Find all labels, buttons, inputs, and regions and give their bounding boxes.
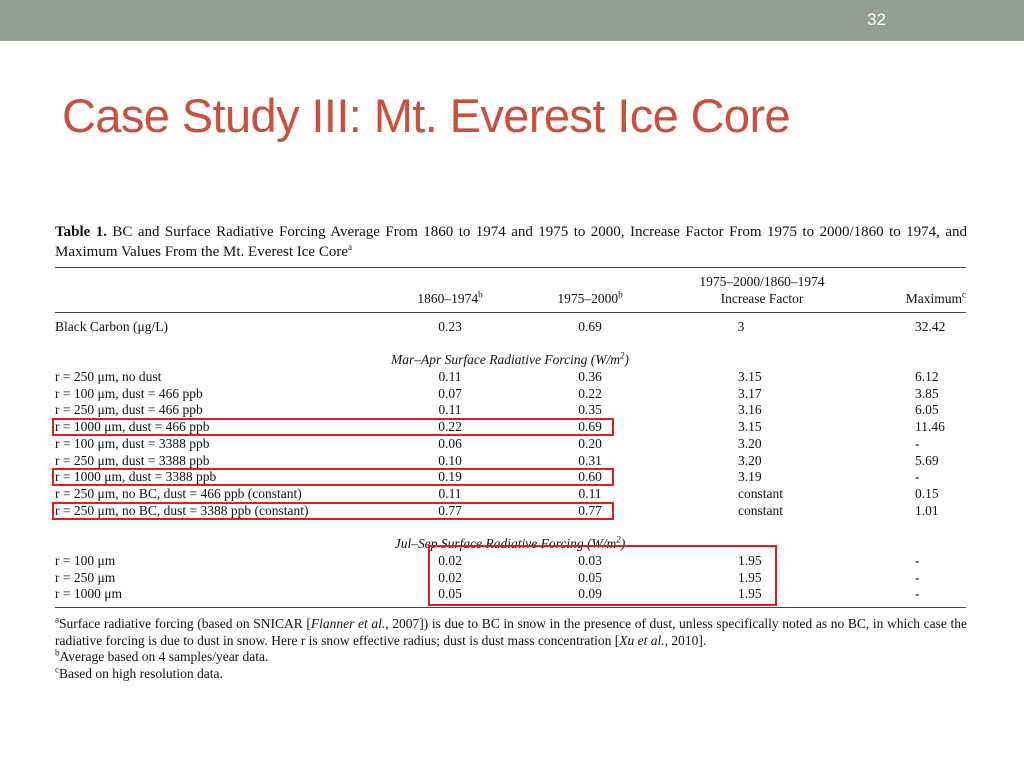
- value-1860-1974: 0.10: [438, 452, 462, 468]
- value-1975-2000: 0.36: [578, 369, 602, 384]
- value-increase-factor: 3.15: [738, 419, 762, 435]
- row-label: r = 250 μm, no dust: [55, 369, 162, 384]
- value-maximum: 32.42: [915, 319, 946, 334]
- value-1975-2000: 0.05: [578, 569, 602, 585]
- header-ratio-line1: 1975–2000/1860–1974: [699, 274, 825, 289]
- value-maximum: 3.85: [915, 385, 939, 401]
- value-1860-1974: 0.02: [438, 553, 462, 568]
- row-label: r = 250 μm, dust = 3388 ppb: [55, 452, 210, 468]
- value-1975-2000: 0.60: [578, 469, 602, 485]
- header-1860-1974: 1860–1974$^b$: [417, 289, 483, 306]
- header-maximum: Maximum$^c$: [905, 289, 966, 306]
- value-maximum: 0.15: [915, 485, 939, 501]
- value-1860-1974: 0.77: [438, 502, 462, 518]
- value-1975-2000: 0.31: [578, 452, 602, 468]
- value-1860-1974: 0.23: [438, 319, 462, 334]
- section-heading-mar-apr: Mar–Apr Surface Radiative Forcing $(W/m^2)$: [391, 350, 629, 367]
- row-label: r = 1000 μm, dust = 3388 ppb: [55, 469, 217, 485]
- top-bar: [0, 0, 1024, 41]
- value-1975-2000: 0.35: [578, 402, 602, 418]
- table-caption-sup: a: [348, 242, 352, 252]
- value-1860-1974: 0.06: [438, 435, 462, 451]
- table-bottom-rule: [55, 607, 966, 608]
- row-label: r = 100 μm: [55, 553, 116, 568]
- table-header-rule: [55, 312, 966, 313]
- value-increase-factor: 3.19: [738, 469, 762, 485]
- value-1975-2000: 0.77: [578, 502, 602, 518]
- row-label: r = 1000 μm, dust = 466 ppb: [55, 419, 210, 435]
- row-label: r = 250 μm, dust = 466 ppb: [55, 402, 203, 418]
- value-increase-factor: 3.16: [738, 402, 762, 418]
- row-label: r = 250 μm, no BC, dust = 466 ppb (constant): [55, 485, 302, 501]
- table-caption-text: BC and Surface Radiative Forcing Average From 1860 to 1974 and 1975 to 2000, Increase Factor From 1975 to 2000/1860 to 1974, and Maximum Values From the Mt. Everest Ice Core: [55, 224, 968, 260]
- footnote-b: $^b$Average based on 4 samples/year data.: [55, 647, 269, 664]
- value-maximum: 6.12: [915, 369, 939, 384]
- slide-number: 32: [867, 10, 886, 29]
- slide-title: Case Study III: Mt. Everest Ice Core: [62, 89, 791, 142]
- value-maximum: 11.46: [915, 419, 945, 435]
- value-increase-factor: constant: [738, 485, 783, 501]
- row-label: Black Carbon (μg/L): [55, 319, 168, 334]
- row-label: r = 1000 μm: [55, 586, 122, 602]
- value-1975-2000: 0.69: [578, 319, 602, 334]
- footnote-c: $^c$Based on high resolution data.: [55, 664, 223, 681]
- value-1975-2000: 0.09: [578, 586, 602, 602]
- value-increase-factor: constant: [738, 502, 783, 518]
- value-increase-factor: 3.20: [738, 452, 762, 468]
- row-label: r = 250 μm: [55, 569, 116, 585]
- value-1975-2000: 0.20: [578, 435, 602, 451]
- header-1975-2000: 1975–2000$^b$: [557, 289, 623, 306]
- value-increase-factor: 3: [737, 319, 745, 334]
- value-1860-1974: 0.11: [438, 402, 462, 418]
- value-1975-2000: 0.03: [578, 553, 602, 568]
- value-maximum: 6.05: [915, 402, 939, 418]
- value-1860-1974: 0.11: [438, 369, 462, 384]
- value-maximum: 1.01: [915, 502, 939, 518]
- value-maximum: -: [915, 553, 920, 568]
- table-top-rule: [55, 267, 966, 268]
- header-increase-factor: Increase Factor: [720, 291, 804, 306]
- value-1860-1974: 0.07: [438, 385, 462, 401]
- value-1860-1974: 0.19: [438, 469, 462, 485]
- value-increase-factor: 1.95: [738, 569, 762, 585]
- value-increase-factor: 3.20: [738, 435, 762, 451]
- table-caption-label: Table 1.: [55, 224, 107, 240]
- section-heading-jul-sep: Jul–Sep Surface Radiative Forcing $(W/m^2)$: [394, 534, 626, 551]
- row-label: r = 100 μm, dust = 466 ppb: [55, 385, 203, 401]
- row-label: r = 100 μm, dust = 3388 ppb: [55, 435, 210, 451]
- value-maximum: -: [915, 469, 920, 485]
- value-1860-1974: 0.05: [438, 586, 462, 602]
- value-increase-factor: 3.15: [738, 369, 762, 384]
- value-increase-factor: 3.17: [738, 385, 762, 401]
- value-1860-1974: 0.22: [438, 419, 462, 435]
- value-maximum: -: [915, 586, 920, 602]
- value-1975-2000: 0.69: [578, 419, 602, 435]
- highlight-box-row-1000um-3388ppb: [52, 468, 614, 486]
- value-1860-1974: 0.11: [438, 485, 462, 501]
- value-maximum: -: [915, 569, 920, 585]
- value-1860-1974: 0.02: [438, 569, 462, 585]
- value-maximum: -: [915, 435, 920, 451]
- table-caption: [55, 222, 967, 262]
- row-label: r = 250 μm, no BC, dust = 3388 ppb (constant): [55, 502, 309, 518]
- value-1975-2000: 0.22: [578, 385, 602, 401]
- value-maximum: 5.69: [915, 452, 939, 468]
- highlight-box-jul-sep-values: [428, 545, 777, 606]
- value-1975-2000: 0.11: [578, 485, 602, 501]
- highlight-box-row-1000um-466ppb: [52, 418, 614, 436]
- highlight-box-row-no-bc-3388ppb: [52, 502, 614, 520]
- footnote-a: $^a$Surface radiative forcing (based on SNICAR [Flanner et al., 2007]) is due to BC in snow in the presence of dust, unless specifically noted as no BC, in which case the radiative forcing is due to dust in snow. Here r is snow effective radius; dust is dust mass concentration [Xu et al., 2010].: [55, 614, 967, 648]
- value-increase-factor: 1.95: [738, 553, 762, 568]
- value-increase-factor: 1.95: [738, 586, 762, 602]
